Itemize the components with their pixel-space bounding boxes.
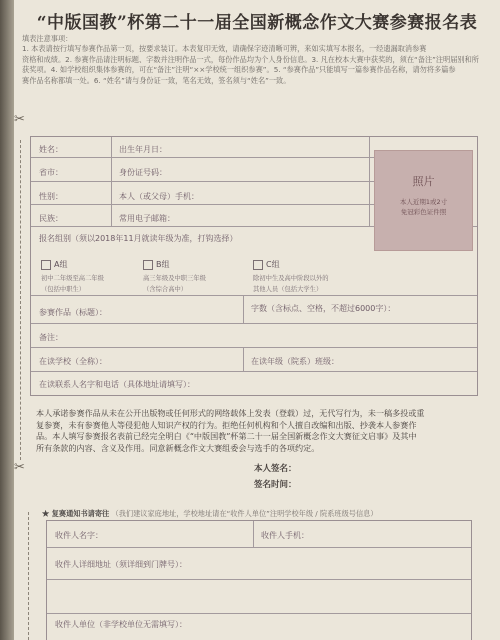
column-divider	[243, 295, 244, 323]
mailing-hint: （我们建议家庭地址，学校地址请在“收件人单位”注明学校年级 / 院系班级号信息）	[111, 509, 378, 518]
pledge-line: 复参赛，未有参赛他人等侵犯他人知识产权的行为。拒绝任何机构和个人擅自改编和出版、抄袭本人参赛作	[36, 419, 417, 430]
category-b-desc: 高三年级及中职三年级	[143, 275, 206, 282]
word-count-label: 字数（含标点、空格，不超过6000字）：	[251, 304, 396, 313]
instructions-block	[22, 34, 492, 86]
name-label: 姓名：	[39, 145, 63, 154]
phone-label: 本人（或父母）手机：	[119, 192, 199, 201]
pledge-line: 所有条款的内容、含义及作用。同意新概念作文大赛组委会与选手的各项约定。	[36, 442, 320, 453]
cut-line	[20, 140, 21, 460]
instructions-heading: 填表注意事项：	[22, 34, 73, 43]
row-divider	[31, 157, 374, 158]
mailing-title: ★ 复赛通知书请寄往	[42, 509, 110, 518]
scissors-icon: ✂	[14, 460, 25, 475]
remark-label: 备注：	[39, 333, 63, 342]
pledge-line: 本人承诺参赛作品从未在公开出版物或任何形式的网络载体上发表（登载）过，无代写行为，未一稿多投或重	[36, 408, 425, 418]
category-a-desc: 初中二年级至高二年级	[41, 275, 104, 282]
mailing-form	[46, 520, 472, 640]
row-divider	[31, 181, 374, 182]
category-c-checkbox[interactable]	[253, 260, 263, 270]
sign-date-label: 签名时间：	[254, 480, 297, 490]
column-divider	[253, 521, 254, 547]
photo-note-line: 本人近期1或2寸	[399, 198, 448, 206]
column-divider	[369, 137, 370, 226]
contact-label: 在读联系人名字和电话（具体地址请填写）：	[39, 380, 195, 389]
mailing-header	[42, 509, 462, 519]
recipient-phone-label: 收件人手机：	[261, 531, 309, 540]
registration-form	[30, 136, 478, 396]
category-a-title: A组	[54, 260, 68, 269]
category-b-option[interactable]	[143, 254, 223, 294]
work-title-label: 参赛作品（标题）：	[39, 308, 107, 317]
row-divider	[31, 323, 477, 324]
category-c-desc: 除初中生及高中阶段以外的	[253, 275, 329, 282]
pledge-text	[36, 408, 472, 454]
instructions-line: 1. 本表请按行填写参赛作品第一页，按要求装订。本表复印无效，请确保字迹清晰可辨，来如实填写本报名，一经遗漏取消参赛	[22, 44, 427, 54]
row-divider	[31, 204, 374, 205]
email-label: 常用电子邮箱：	[119, 214, 175, 223]
cut-line	[28, 512, 29, 640]
gender-label: 性别：	[39, 192, 63, 201]
photo-note-line: 免冠彩色证件照	[400, 208, 447, 216]
category-c-option[interactable]	[253, 254, 333, 294]
id-number-label: 身份证号码：	[119, 168, 167, 177]
column-divider	[111, 137, 112, 226]
pledge-line: 品。本人填写参赛报名表前已经完全明白《“中版国教”杯第二十一届全国新概念作文大赛征文启事》及其中	[36, 431, 417, 442]
category-c-desc: 其他人员（包括大学生）	[253, 285, 323, 293]
row-divider	[47, 547, 471, 548]
category-b-desc: （含综合高中）	[143, 285, 188, 293]
row-divider	[31, 371, 477, 372]
category-c-title: C组	[266, 260, 280, 269]
category-header: 报名组别（须以2018年11月就读年级为准，打钩选择）	[39, 234, 238, 243]
school-label: 在读学校（全称）：	[39, 357, 107, 366]
grade-label: 在读年级（院系）班级：	[251, 357, 339, 366]
recipient-name-label: 收件人名字：	[55, 531, 103, 540]
row-divider	[47, 579, 471, 580]
signature-label: 本人签名：	[254, 464, 297, 474]
ethnicity-label: 民族：	[39, 214, 63, 223]
binding-edge	[0, 0, 14, 640]
photo-note	[375, 197, 472, 217]
instructions-line: 赛作品名称都填一处。6. “姓名”请与身份证一致，笔名无效，签名须与“姓名”一致。	[22, 75, 291, 85]
row-divider	[31, 347, 477, 348]
birth-date-label: 出生年月日：	[119, 145, 167, 154]
column-divider	[243, 347, 244, 371]
category-b-checkbox[interactable]	[143, 260, 153, 270]
recipient-address-label: 收件人详细地址（须详细到门牌号）：	[55, 560, 187, 569]
instructions-line: 获奖项。4. 如学校组织集体参赛的，可在“备注”注明“××学校统一组织参赛”。5. “参赛作品”只能填写一篇参赛作品名称，请勿将多篇参	[22, 65, 456, 75]
instructions-line: 资格和成绩。2. 参赛作品请注明标题、字数并注明作品一式，每份作品均为个人身份信息。3. 凡在校本大赛中获奖的，须在“备注”注明届别和所	[22, 54, 479, 64]
page-title: “中版国教”杯第二十一届全国新概念作文大赛参赛报名表	[36, 13, 478, 33]
province-label: 省市：	[39, 168, 63, 177]
recipient-unit-label: 收件人单位（非学校单位无需填写）：	[55, 620, 187, 629]
category-a-desc: （包括中职生）	[41, 285, 86, 293]
row-divider	[47, 613, 471, 614]
category-b-title: B组	[156, 260, 170, 269]
row-divider	[31, 295, 477, 296]
photo-title: 照片	[412, 175, 435, 188]
category-a-checkbox[interactable]	[41, 260, 51, 270]
category-a-option[interactable]	[41, 254, 121, 294]
scissors-icon: ✂	[14, 112, 25, 127]
photo-box[interactable]	[374, 150, 473, 251]
